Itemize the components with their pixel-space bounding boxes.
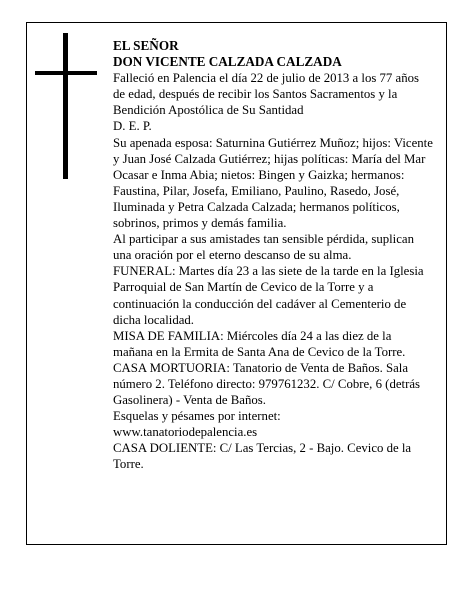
family-list: Su apenada esposa: Saturnina Gutiérrez Muñoz; hijos: Vicente y Juan José Calzada Gutiérrez; hijas políticas: María del Mar Ocasar e Inma Abia; nietos: Bingen y Gaizka; hermanos: Faustina, Pilar, Josefa, Emiliano, Paulino, Rasedo, José, Iluminada y Petra Calzada Calzada; hermanos políticos, sobrinos, primos y demás familia.: [113, 135, 433, 231]
rip-abbreviation: D. E. P.: [113, 119, 152, 134]
funeral-home-details: CASA MORTUORIA: Tanatorio de Venta de Baños. Sala número 2. Teléfono directo: 979761232. C/ Cobre, 6 (detrás Gasolinera) - Venta de Baños.: [113, 360, 420, 408]
death-announcement: Falleció en Palencia el día 22 de julio de 2013 a los 77 años de edad, después de recibir los Santos Sacramentos y la Bendición Apostólica de Su Santidad: [113, 71, 419, 118]
deceased-name: DON VICENTE CALZADA CALZADA: [113, 54, 342, 70]
obituary-text: [113, 38, 433, 473]
prayer-request: Al participar a sus amistades tan sensible pérdida, suplican una oración por el eterno descanso de su alma.: [113, 232, 414, 263]
condolences-website: www.tanatoriodepalencia.es: [113, 425, 258, 440]
cross-vertical-bar: [63, 33, 68, 179]
internet-condolences-label: Esquelas y pésames por internet:: [113, 409, 281, 424]
funeral-details: FUNERAL: Martes día 23 a las siete de la tarde en la Iglesia Parroquial de San Martín de Cevico de la Torre y a continuación la conducción del cadáver al Cementerio de dicha localidad.: [113, 264, 424, 327]
title-line-1: EL SEÑOR: [113, 38, 179, 53]
cross-horizontal-bar: [35, 71, 97, 75]
mourning-house-details: CASA DOLIENTE: C/ Las Tercias, 2 - Bajo. Cevico de la Torre.: [113, 441, 412, 472]
family-mass-details: MISA DE FAMILIA: Miércoles día 24 a las diez de la mañana en la Ermita de Santa Ana de Cevico de la Torre.: [113, 328, 406, 359]
cross-icon: [35, 33, 97, 179]
